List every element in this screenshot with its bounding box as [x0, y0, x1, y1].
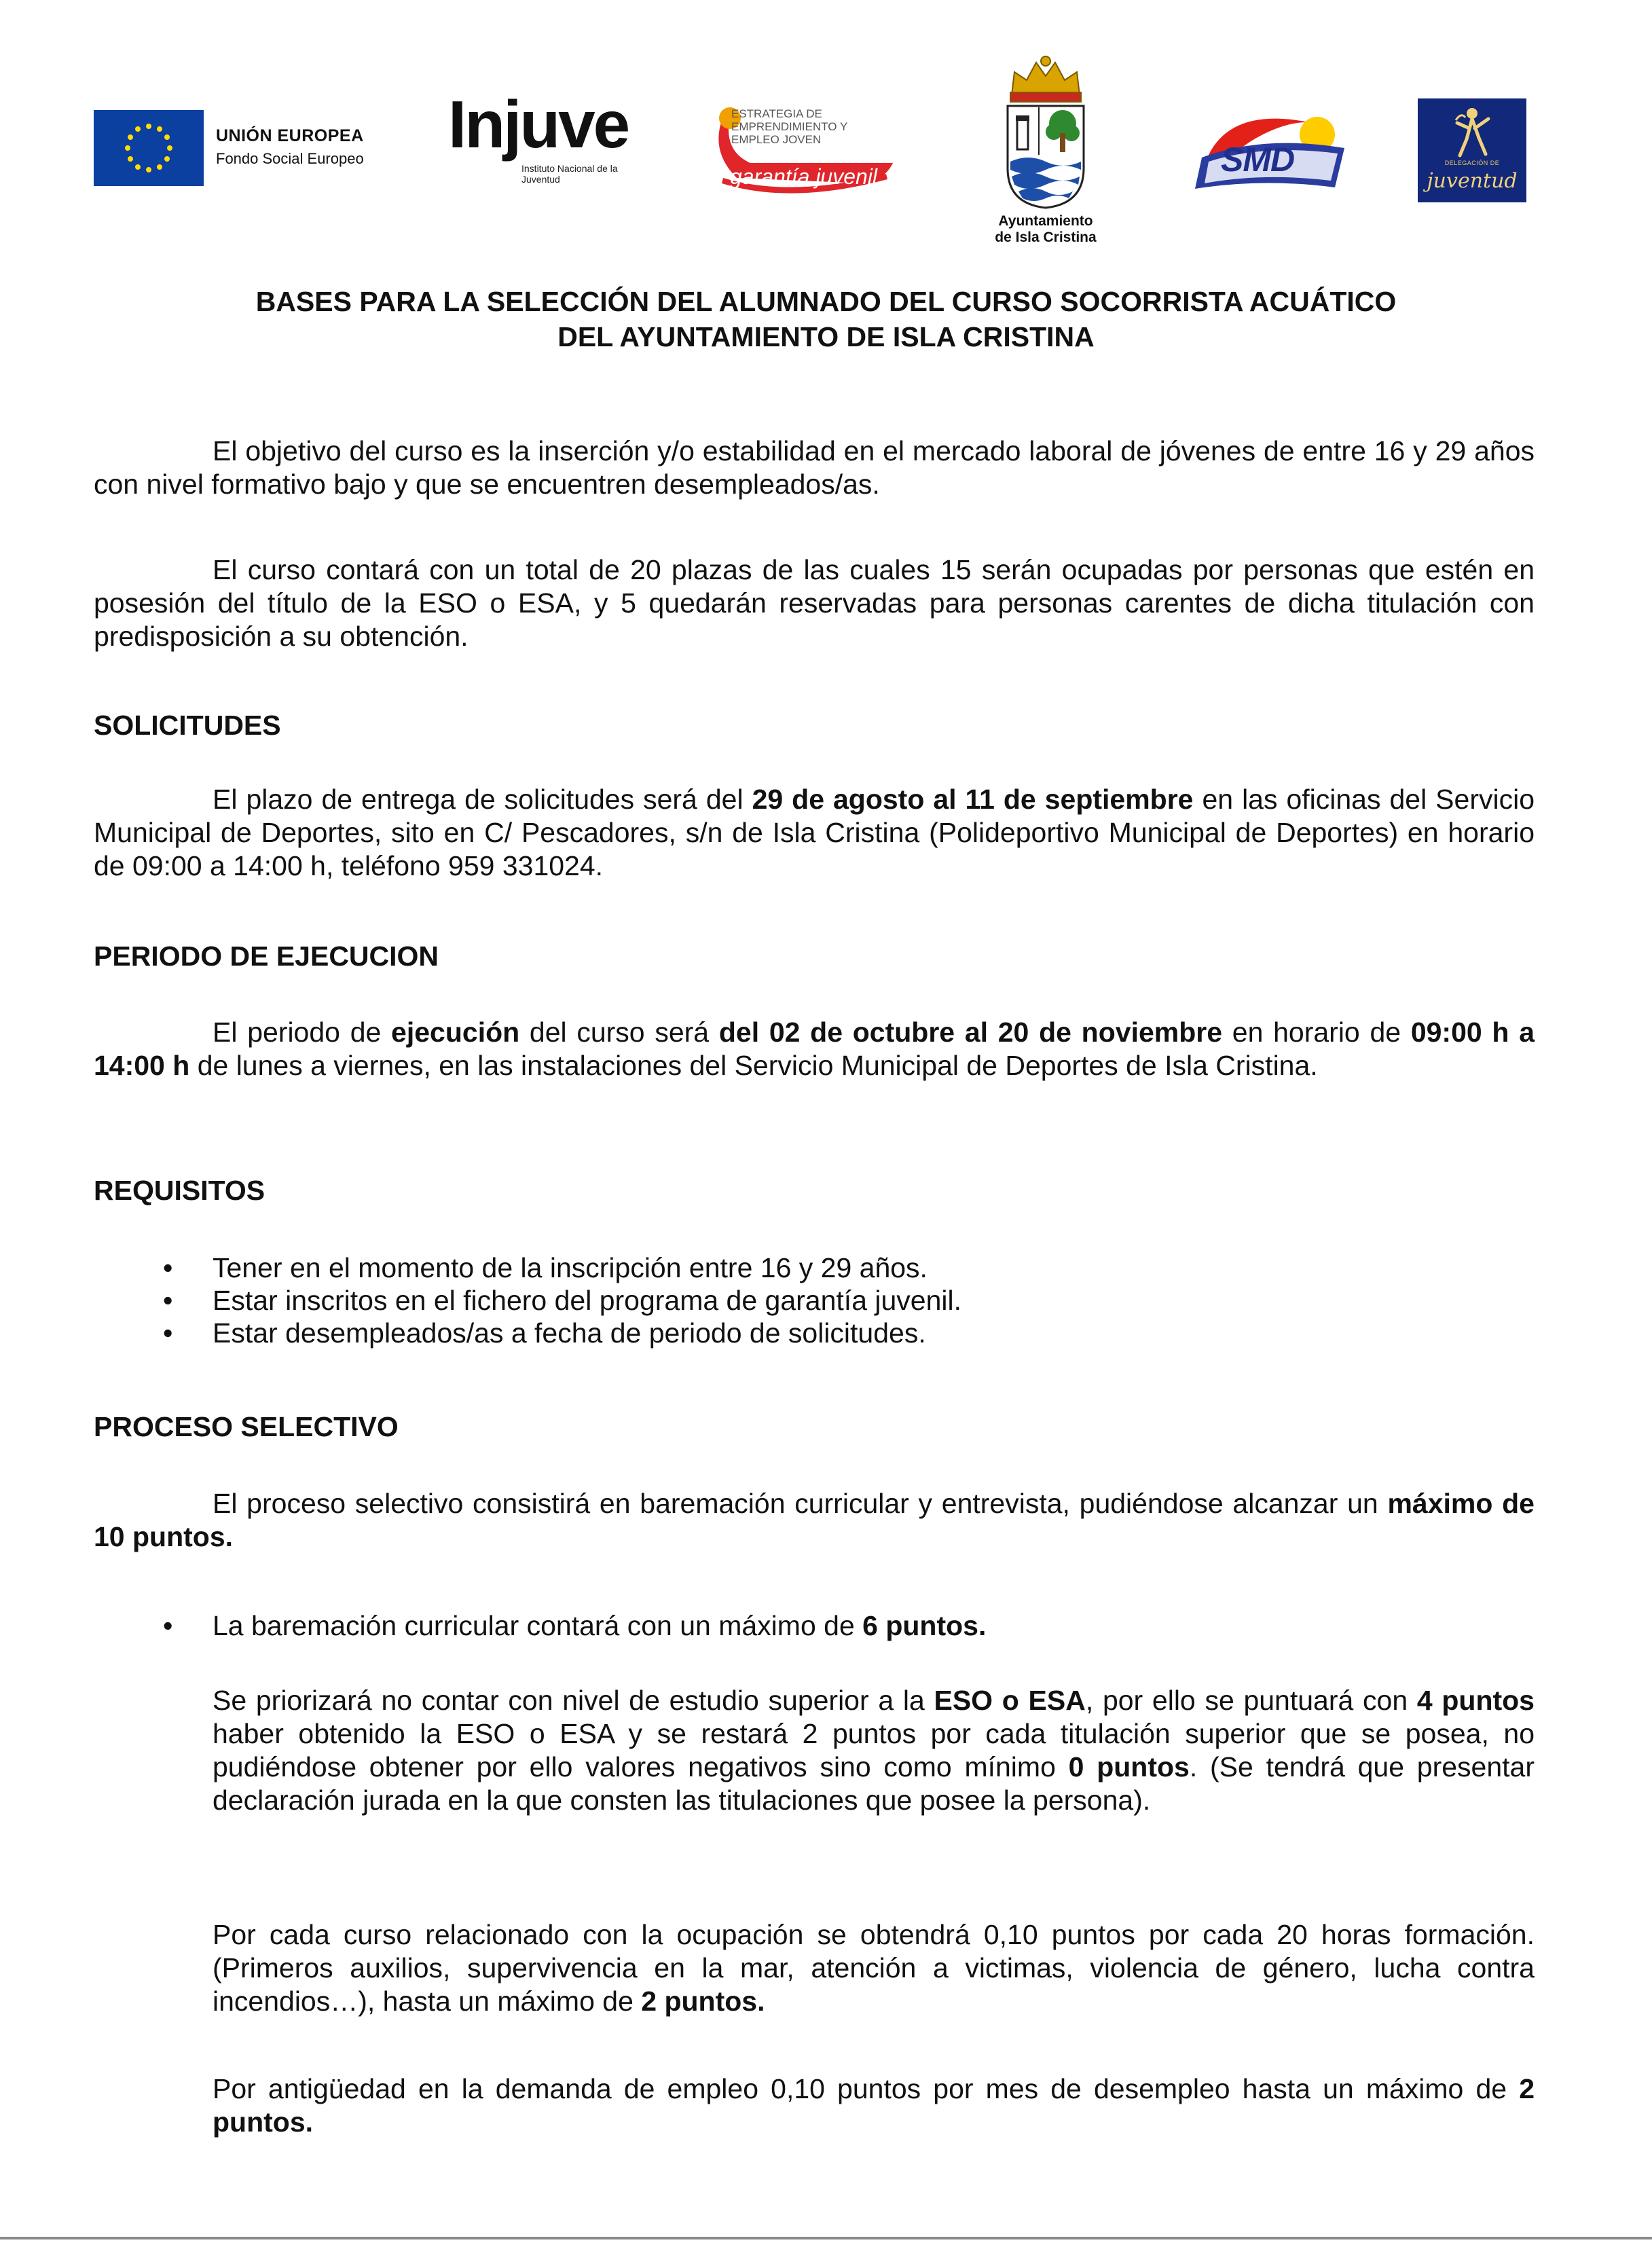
bullet-icon: •	[163, 1317, 173, 1349]
solicitudes-paragraph: El plazo de entrega de solicitudes será del 29 de agosto al 11 de septiembre en las oficinas del Servicio Municipal de Deportes, sito en C/ Pescadores, s/n de Isla Cristina (Polideportivo Municipal de Deportes) en horario de 09:00 a 14:00 h, teléfono 959 331024.	[94, 784, 1535, 881]
list-item: • La baremación curricular contará con un máximo de 6 puntos.	[163, 1610, 987, 1641]
baremacion-antiguedad-paragraph: Por antigüedad en la demanda de empleo 0,10 puntos por mes de desempleo hasta un máximo de 2 puntos.	[213, 2073, 1535, 2138]
requisitos-heading: REQUISITOS	[94, 1175, 265, 1206]
injuve-logo	[448, 87, 638, 197]
juventud-logo	[1418, 98, 1526, 202]
page-bottom-divider	[0, 2237, 1652, 2239]
ayuntamiento-logo	[981, 53, 1110, 254]
ayuntamiento-caption-line-2: de Isla Cristina	[995, 230, 1097, 245]
garantia-brand-text: garantía juvenil	[730, 164, 878, 189]
injuve-subtitle: Instituto Nacional de la Juventud	[521, 163, 618, 185]
isla-cristina-crest-icon	[998, 53, 1093, 211]
eu-logo	[94, 107, 406, 187]
juventud-wordmark: juventud	[1427, 169, 1518, 193]
baremacion-cursos-paragraph: Por cada curso relacionado con la ocupación se obtendrá 0,10 puntos por cada 20 horas formación. (Primeros auxilios, supervivencia en la mar, atención a victimas, violencia de género, lucha contra incendios…), hasta un máximo de 2 puntos.	[213, 1919, 1535, 2017]
list-item: • Tener en el momento de la inscripción entre 16 y 29 años.	[163, 1252, 928, 1283]
intro-paragraph-2: El curso contará con un total de 20 plazas de las cuales 15 serán ocupadas por personas que estén en posesión del título de la ESO o ESA, y 5 quedarán reservadas para personas carentes de dicha titulación con predisposición a su obtención.	[94, 554, 1535, 652]
proceso-list	[94, 1609, 1535, 1642]
smd-logo	[1181, 107, 1351, 200]
periodo-paragraph: El periodo de ejecución del curso será del 02 de octubre al 20 de noviembre en horario de 09:00 h a 14:00 h de lunes a viernes, en las instalaciones del Servicio Municipal de Deportes de Isla Cristina.	[94, 1017, 1535, 1081]
list-item: • Estar inscritos en el fichero del programa de garantía juvenil.	[163, 1285, 962, 1316]
bullet-icon: •	[163, 1285, 173, 1316]
ayuntamiento-caption	[981, 213, 1110, 246]
solicitudes-heading: SOLICITUDES	[94, 710, 281, 741]
bullet-icon: •	[163, 1252, 173, 1283]
bullet-icon: •	[163, 1610, 173, 1641]
proceso-heading: PROCESO SELECTIVO	[94, 1411, 399, 1442]
proceso-paragraph: El proceso selectivo consistirá en baremación curricular y entrevista, pudiéndose alcanzar un máximo de 10 puntos.	[94, 1488, 1535, 1552]
garantia-strategy-text: ESTRATEGIA DE EMPRENDIMIENTO Y EMPLEO JOVEN	[731, 107, 847, 146]
requisitos-list	[94, 1251, 1535, 1349]
garantia-juvenil-logo	[710, 103, 906, 205]
baremacion-estudios-paragraph: Se priorizará no contar con nivel de estudio superior a la ESO o ESA, por ello se puntuará con 4 puntos haber obtenido la ESO o ESA y se restará 2 puntos por cada titulación superior que se posea, no pudiéndose obtener por ello valores negativos sino como mínimo 0 puntos. (Se tendrá que presentar declaración jurada en la que consten las titulaciones que posee la persona).	[213, 1685, 1535, 1816]
title-line-2: DEL AYUNTAMIENTO DE ISLA CRISTINA	[557, 321, 1095, 352]
eu-subtitle: Fondo Social Europeo	[216, 150, 364, 167]
ayuntamiento-caption-line-1: Ayuntamiento	[998, 213, 1093, 229]
smd-wordmark: SMD	[1221, 141, 1295, 179]
list-item: • Estar desempleados/as a fecha de periodo de solicitudes.	[163, 1317, 926, 1349]
document-title	[102, 284, 1550, 354]
eu-title: UNIÓN EUROPEA	[216, 126, 364, 145]
eu-flag-icon	[94, 110, 204, 186]
juventud-delegation-text: DELEGACIÓN DE	[1444, 160, 1500, 166]
periodo-heading: PERIODO DE EJECUCION	[94, 940, 439, 972]
intro-paragraph-1: El objetivo del curso es la inserción y/o estabilidad en el mercado laboral de jóvenes de entre 16 y 29 años con nivel formativo bajo y que se encuentren desempleados/as.	[94, 435, 1535, 500]
title-line-1: BASES PARA LA SELECCIÓN DEL ALUMNADO DEL CURSO SOCORRISTA ACUÁTICO	[255, 286, 1397, 317]
injuve-wordmark: Injuve	[448, 87, 629, 162]
